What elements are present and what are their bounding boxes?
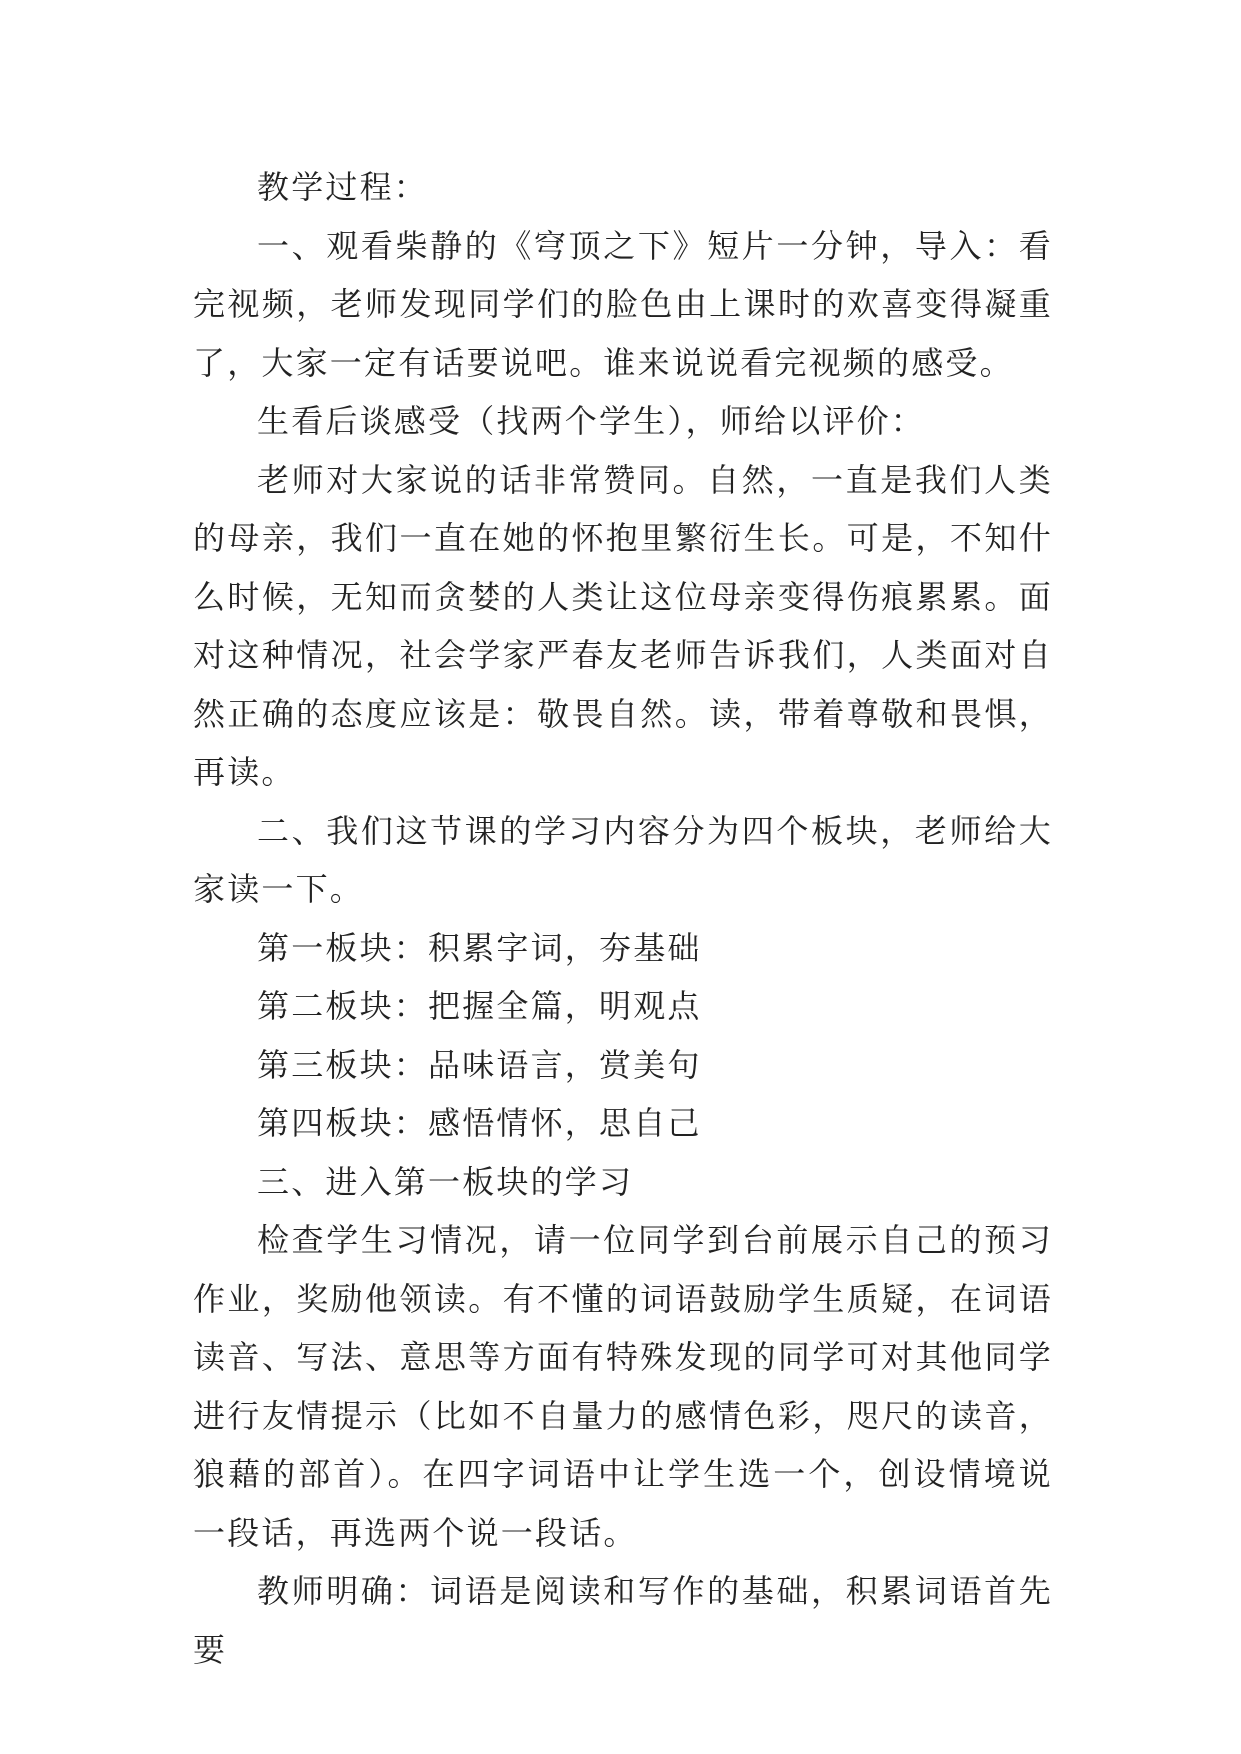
- paragraph-block-two: 第二板块：把握全篇，明观点: [257, 987, 702, 1025]
- document-body: [193, 158, 1053, 1679]
- paragraph-section-one: 一、观看柴静的《穹顶之下》短片一分钟，导入：看完视频，老师发现同学们的脸色由上课时的欢喜变得凝重了，大家一定有话要说吧。谁来说说看完视频的感受。: [193, 226, 1053, 382]
- paragraph-teaching-process: 教学过程：: [257, 168, 429, 206]
- paragraph-check-preview: 检查学生习情况，请一位同学到台前展示自己的预习作业，奖励他领读。有不懂的词语鼓励学生质疑，在词语读音、写法、意思等方面有特殊发现的同学可对其他同学进行友情提示（比如不自量力的感情色彩，咫尺的读音，狼藉的部首）。在四字词语中让学生选一个，创设情境说一段话，再选两个说一段话。: [193, 1221, 1053, 1552]
- paragraph-teacher-comment: 老师对大家说的话非常赞同。自然，一直是我们人类的母亲，我们一直在她的怀抱里繁衍生长。可是，不知什么时候，无知而贪婪的人类让这位母亲变得伤痕累累。面对这种情况，社会学家严春友老师告诉我们，人类面对自然正确的态度应该是：敬畏自然。读，带着尊敬和畏惧，再读。: [193, 460, 1053, 791]
- paragraph-block-three: 第三板块：品味语言，赏美句: [257, 1045, 702, 1084]
- paragraph-section-three: 三、进入第一板块的学习: [257, 1162, 634, 1201]
- paragraph-section-two: 二、我们这节课的学习内容分为四个板块，老师给大家读一下。: [193, 811, 1053, 908]
- paragraph-block-four: 第四板块：感悟情怀，思自己: [257, 1104, 702, 1142]
- paragraph-teacher-clarify: 教师明确：词语是阅读和写作的基础，积累词语首先要: [193, 1572, 1053, 1669]
- paragraph-student-feedback: 生看后谈感受（找两个学生），师给以评价：: [257, 402, 926, 440]
- paragraph-block-one: 第一板块：积累字词，夯基础: [257, 928, 702, 967]
